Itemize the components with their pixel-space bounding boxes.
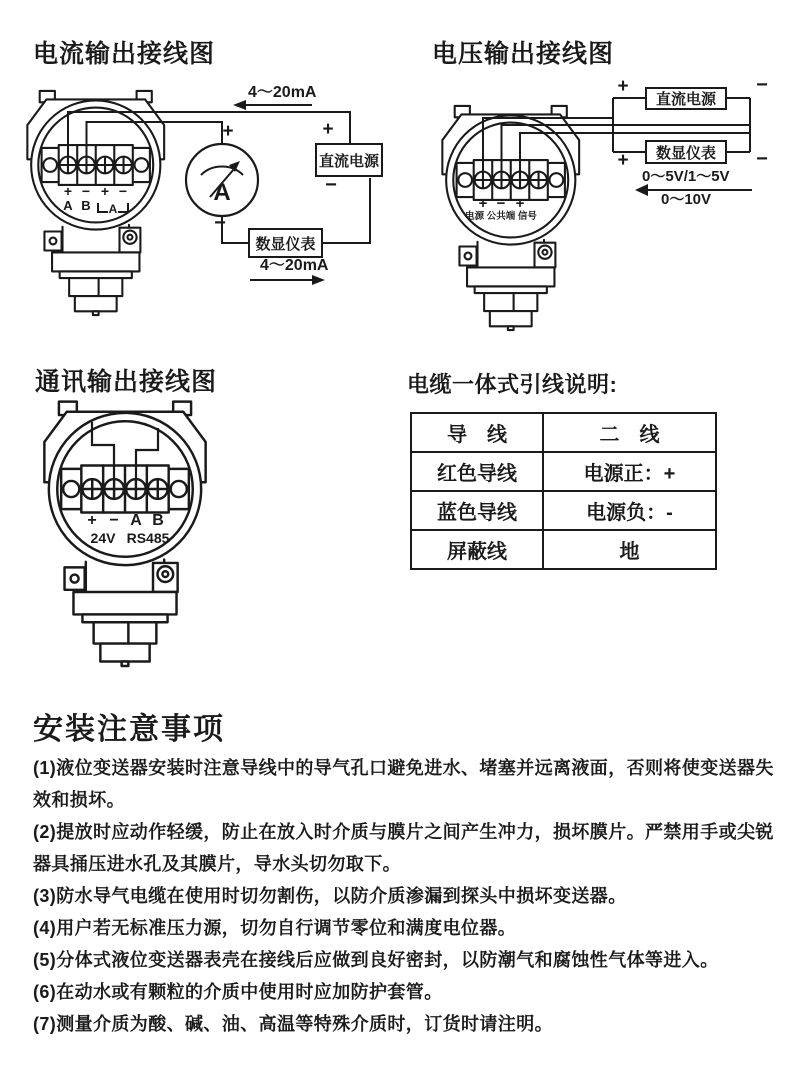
comm-terminal-4: B <box>152 512 164 529</box>
current-power-plus-sign: + <box>322 119 334 140</box>
install-note-5: (5)分体式液位变送器表壳在接线后应做到良好密封，以防潮气和腐蚀性气体等进入。 <box>33 950 719 970</box>
install-note-2: (2)提放时应动作轻缓，防止在放入时介质与膜片之间产生冲力，损坏膜片。严禁用手或尖锐器具捅压进水孔及其膜片，导水头切勿取下。 <box>33 822 774 874</box>
install-notes-list <box>33 752 781 1040</box>
table-header-wire: 导 线 <box>411 413 543 452</box>
current-flow-label-bottom: 4～20mA <box>260 257 329 274</box>
cable-table-title: 电缆一体式引线说明: <box>407 372 618 397</box>
table-cell: 电源正：+ <box>543 452 716 491</box>
comm-terminal-2: − <box>109 512 119 529</box>
voltage-terminal-2: − <box>496 195 506 212</box>
comm-rs485-label: RS485 <box>126 530 170 546</box>
comm-diagram-title: 通讯输出接线图 <box>35 368 218 396</box>
comm-terminal-1: + <box>87 512 97 529</box>
voltage-terminal-3: + <box>515 195 525 212</box>
voltage-meter-minus-sign: − <box>756 148 768 170</box>
voltage-meter-plus-sign: + <box>617 150 629 171</box>
current-terminal-4: − <box>118 183 128 199</box>
install-notes-title: 安装注意事项 <box>33 713 225 746</box>
table-cell: 蓝色导线 <box>411 491 543 530</box>
table-header-two-wire: 二 线 <box>543 413 716 452</box>
voltage-range-label-1: 0～5V/1～5V <box>642 168 730 185</box>
comm-terminal-3: A <box>130 512 142 529</box>
voltage-power-minus-sign: − <box>756 74 768 96</box>
table-cell: 屏蔽线 <box>411 530 543 569</box>
voltage-power-supply-box: 直流电源 <box>645 87 727 110</box>
install-note-3: (3)防水导气电缆在使用时切勿割伤，以防介质渗漏到探头中损坏变送器。 <box>33 886 627 906</box>
current-diagram-title: 电流输出接线图 <box>33 40 216 68</box>
comm-24v-label: 24V <box>90 530 116 546</box>
table-cell: 电源负：- <box>543 491 716 530</box>
ammeter-plus-sign: + <box>222 121 234 142</box>
current-flow-label-top: 4～20mA <box>248 84 317 101</box>
voltage-diagram-title: 电压输出接线图 <box>432 40 615 68</box>
voltage-terminal-caption: 电源 公共端 信号 <box>465 211 537 222</box>
ammeter-minus-sign: − <box>214 212 226 234</box>
voltage-range-label-2: 0～10V <box>661 191 712 208</box>
install-note-4: (4)用户若无标准压力源，切勿自行调节零位和满度电位器。 <box>33 918 517 938</box>
install-note-6: (6)在动水或有颗粒的介质中使用时应加防护套管。 <box>33 982 443 1002</box>
table-cell: 红色导线 <box>411 452 543 491</box>
current-terminal-2: − <box>81 183 91 199</box>
voltage-terminal-1: + <box>478 195 488 212</box>
table-row <box>411 491 716 530</box>
current-display-meter-box: 数显仪表 <box>248 228 323 258</box>
ammeter-connection-bracket <box>97 199 129 216</box>
table-row <box>411 452 716 491</box>
current-terminal-3: + <box>100 183 110 199</box>
table-row <box>411 530 716 569</box>
table-header-row <box>411 413 716 452</box>
voltage-display-meter-box: 数显仪表 <box>645 140 727 164</box>
bracket-letter: A <box>108 202 118 216</box>
install-note-7: (7)测量介质为酸、碱、油、高温等特殊介质时，订货时请注明。 <box>33 1014 553 1034</box>
current-terminal-1: + <box>63 183 73 199</box>
voltage-power-plus-sign: + <box>617 76 629 97</box>
cable-lead-table <box>410 412 717 570</box>
table-cell: 地 <box>543 530 716 569</box>
current-terminal-a: A <box>63 198 73 213</box>
current-terminal-b: B <box>81 198 91 213</box>
current-power-supply-box: 直流电源 <box>315 143 383 177</box>
current-power-minus-sign: − <box>325 174 337 196</box>
ammeter-letter: A <box>213 179 231 206</box>
install-note-1: (1)液位变送器安装时注意导线中的导气孔口避免进水、堵塞并远离液面，否则将使变送器失效和损坏。 <box>33 758 774 810</box>
